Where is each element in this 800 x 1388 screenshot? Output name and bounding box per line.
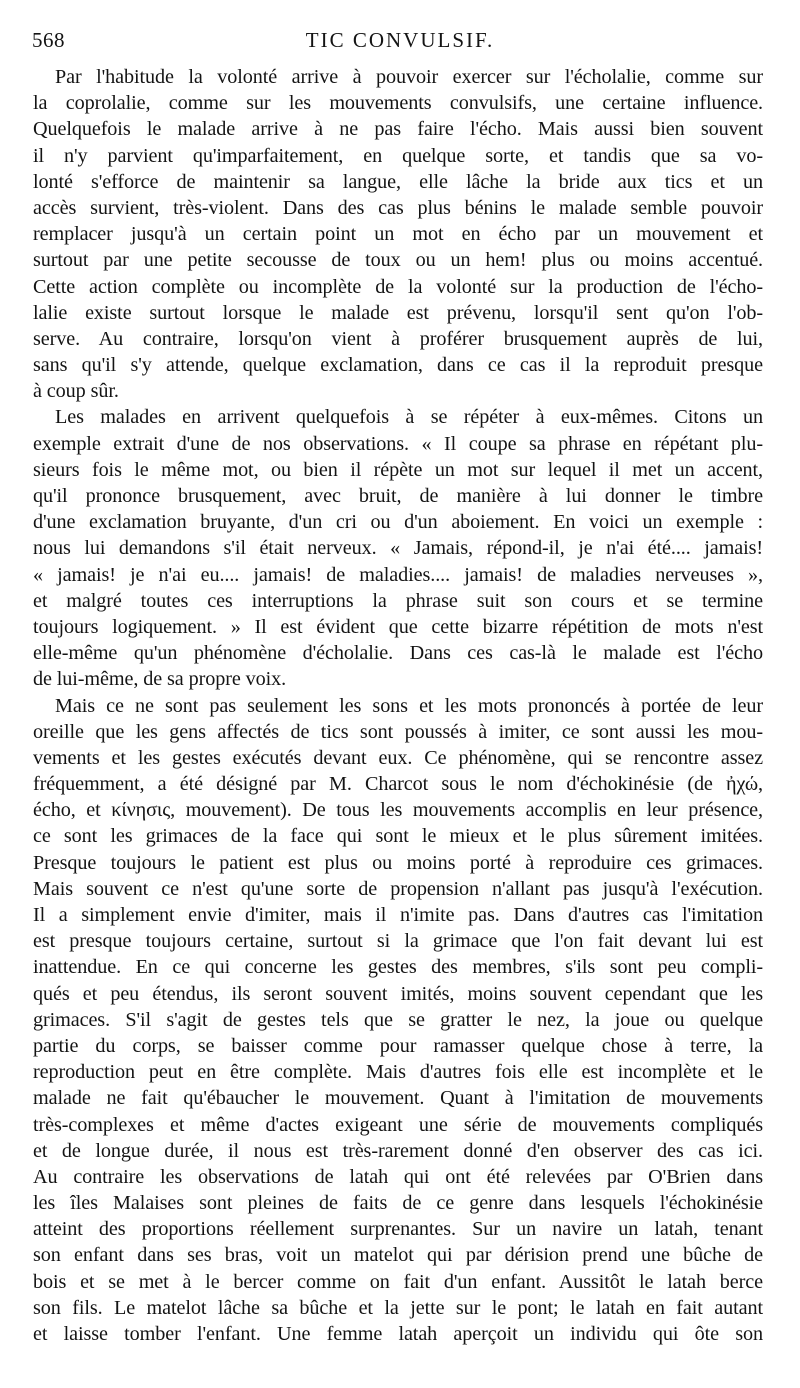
text-line: serve. Au contraire, lorsqu'on vient à proférer brusquement auprès de lui, (33, 327, 763, 350)
text-line: lonté s'efforce de maintenir sa langue, elle lâche la bride aux tics et un (33, 170, 763, 193)
text-line: malade ne fait qu'ébaucher le mouvement. Quant à l'imitation de mouvements (33, 1087, 763, 1110)
text-line: Les malades en arrivent quelquefois à se répéter à eux-mêmes. Citons un (55, 406, 763, 429)
text-line: fréquemment, a été désigné par M. Charcot sous le nom d'échokinésie (de ἠχώ, (33, 773, 763, 796)
text-line: inattendue. En ce qui concerne les gestes des membres, s'ils sont peu compli- (33, 956, 763, 979)
text-line: reproduction peut en être complète. Mais d'autres fois elle est incomplète et le (33, 1061, 763, 1084)
running-title: TIC CONVULSIF. (305, 28, 495, 52)
text-line: atteint des proportions réellement surprenantes. Sur un navire un latah, tenant (33, 1218, 763, 1241)
text-line: Mais ce ne sont pas seulement les sons et les mots prononcés à portée de leur (55, 694, 763, 717)
text-line: Il a simplement envie d'imiter, mais il n'imite pas. Dans d'autres cas l'imitation (33, 904, 763, 926)
text-line: lalie existe surtout lorsque le malade est prévenu, lorsqu'il sent qu'on l'ob- (33, 301, 763, 324)
text-line: elle-même qu'un phénomène d'écholalie. Dans ces cas-là le malade est l'écho (33, 642, 763, 665)
text-line: oreille que les gens affectés de tics sont poussés à imiter, ce sont aussi les mou- (33, 720, 763, 743)
text-line: Par l'habitude la volonté arrive à pouvoir exercer sur l'écholalie, comme sur (55, 66, 763, 88)
text-line: toujours logiquement. » Il est évident que cette bizarre répétition de mots n'est (33, 615, 763, 638)
text-line: d'une exclamation bruyante, d'un cri ou d'un aboiement. En voici un exemple : (33, 511, 763, 534)
text-line: remplacer jusqu'à un certain point un mot en écho par un mouvement et (33, 223, 763, 246)
text-line: surtout par une petite secousse de toux ou un hem! plus ou moins accentué. (33, 249, 763, 272)
text-line: exemple extrait d'une de nos observations. « Il coupe sa phrase en répétant plu- (33, 432, 763, 455)
text-line: les îles Malaises sont pleines de faits de ce genre dans lesquels l'échokinésie (33, 1192, 763, 1215)
text-line: est presque toujours certaine, surtout si la grimace que l'on fait devant lui est (33, 930, 763, 953)
text-line: vements et les gestes exécutés devant eux. Ce phénomène, qui se rencontre assez (33, 746, 763, 769)
text-line: de lui-même, de sa propre voix. (33, 668, 287, 691)
text-line: Mais souvent ce n'est qu'une sorte de propension n'allant pas jusqu'à l'exécution. (33, 877, 763, 900)
text-line: la coprolalie, comme sur les mouvements convulsifs, une certaine influence. (33, 92, 763, 115)
text-line: grimaces. S'il s'agit de gestes tels que se gratter le nez, la joue ou quelque (33, 1008, 763, 1031)
text-line: nous lui demandons s'il était nerveux. « Jamais, répond-il, je n'ai été.... jamais! (33, 537, 763, 560)
text-line: et de longue durée, il nous est très-rarement donné d'en observer des cas ici. (33, 1139, 763, 1162)
text-line: à coup sûr. (33, 380, 119, 403)
text-line: son fils. Le matelot lâche sa bûche et la jette sur le pont; le latah en fait autant (33, 1296, 763, 1319)
text-line: qu'il prononce brusquement, avec bruit, de manière à lui donner le timbre (33, 485, 763, 507)
text-line: et malgré toutes ces interruptions la phrase suit son cours et se termine (33, 589, 763, 612)
page-number: 568 (32, 28, 65, 52)
text-line: accès survient, très-violent. Dans des cas plus bénins le malade semble pouvoir (33, 196, 763, 219)
text-line: bois et se met à le bercer comme on fait d'un enfant. Aussitôt le latah berce (33, 1270, 763, 1293)
text-line: écho, et κίνησις, mouvement). De tous les mouvements accomplis en leur présence, (33, 799, 763, 822)
text-line: qués et peu étendus, ils seront souvent imités, moins souvent cependant que les (33, 982, 763, 1005)
text-line: très-complexes et même d'actes exigeant une série de mouvements compliqués (33, 1113, 763, 1136)
text-line: partie du corps, se baisser comme pour ramasser quelque chose à terre, la (33, 1034, 763, 1057)
text-line: sieurs fois le même mot, ou bien il répète un mot sur lequel il met un accent, (33, 458, 763, 481)
text-line: Presque toujours le patient est plus ou moins porté à reproduire ces grimaces. (33, 851, 763, 874)
text-line: Quelquefois le malade arrive à ne pas faire l'écho. Mais aussi bien souvent (33, 118, 763, 141)
text-line: son enfant dans ses bras, voit un matelot qui par dérision prend une bûche de (33, 1244, 763, 1267)
text-line: ce sont les grimaces de la face qui sont le mieux et le plus sûrement imitées. (33, 825, 763, 848)
body-text (33, 64, 763, 1347)
page-header (32, 28, 768, 58)
text-line: il n'y parvient qu'imparfaitement, en quelque sorte, et tandis que sa vo- (33, 144, 763, 167)
text-line: « jamais! je n'ai eu.... jamais! de maladies.... jamais! de maladies nerveuses », (33, 563, 763, 586)
text-line: Au contraire les observations de latah qui ont été relevées par O'Brien dans (33, 1165, 763, 1188)
text-line: sans qu'il s'y attende, quelque exclamation, dans ce cas il la reproduit presque (33, 354, 763, 377)
text-line: et laisse tomber l'enfant. Une femme latah aperçoit un individu qui ôte son (33, 1323, 763, 1345)
text-line: Cette action complète ou incomplète de la volonté sur la production de l'écho- (33, 275, 763, 298)
